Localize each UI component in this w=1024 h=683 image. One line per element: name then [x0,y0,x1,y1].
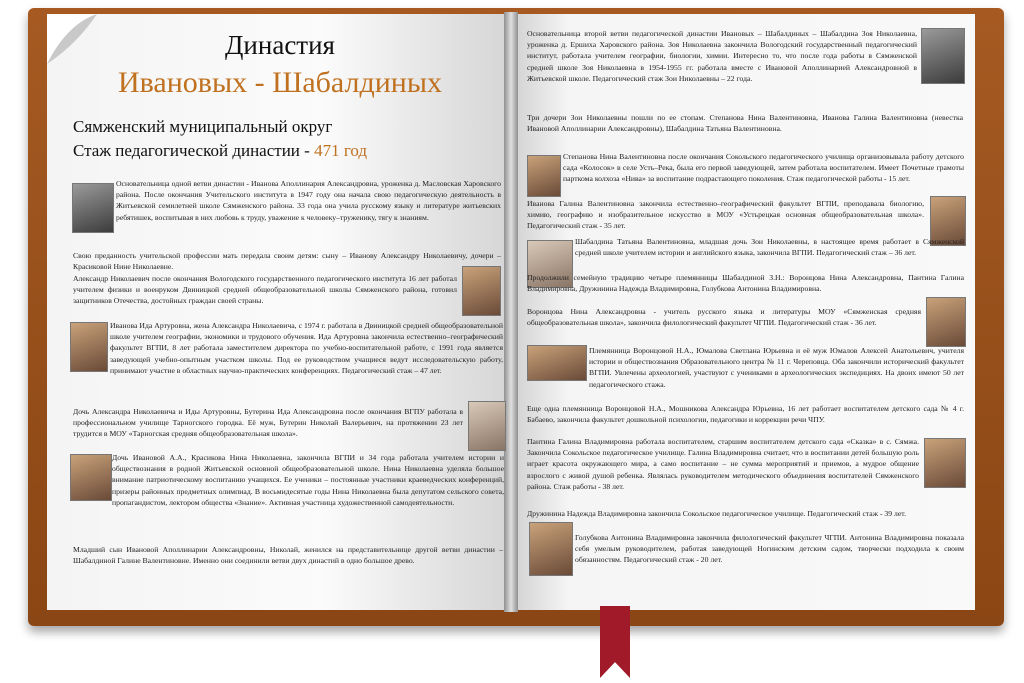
paragraph: Пантина Галина Владимировна работала воспитателем, старшим воспитателем детского сада «Сказка» в с. Сямжа. Закончила Сокольское педагогическое училище. Галина Владимировна считает, что в воспитании детей большую роль играет красота окружающего мира, а само воспитание – не сумма мероприятий и приемов, а мудрое общение взрослого с живой душой ребенка. Являлась руководителем методического объединения воспитателей Сямженского района. Стаж работы - 38 лет. [527,437,919,491]
paragraph: Продолжили семейную традицию четыре племянницы Шабалдиной З.Н.: Воронцова Нина Александровна, Пантина Галина Владимировна, Дружинина Надежда Владимировна, Голубкова Антонина Владимировна. [527,273,964,294]
paragraph: Голубкова Антонина Владимировна закончила филологический факультет ЧГПИ. Антонина Владимировна показала себя умелым руководителем, работая заведующей Ногинским детским садом, творчески подходила к своим обязанностям. Педагогический стаж - 20 лет. [575,533,964,565]
stage-label: Стаж педагогической династии - [73,141,315,160]
portrait-photo [527,345,587,381]
paragraph: Племянница Воронцовой Н.А., Юмалова Светлана Юрьевна и её муж Юмалов Алексей Анатольевич, учителя истории и обществознания Образовательного центра № 11 г. Череповца. Оба закончили исторический факультет ВГПИ. Увлечены археологией, участвуют с учениками в археологических экспедициях. На двоих имеют 50 лет педагогического стажа. [589,346,964,389]
paragraph: Три дочери Зои Николаевны пошли по ее стопам. Степанова Нина Валентиновна, Иванова Галина Валентиновна (невестка Ивановой Аполлинарии Александровны), Шабалдина Татьяна Валентиновна. [527,113,963,134]
dynasty-stage [73,141,367,161]
portrait-photo [468,401,506,451]
dynasty-name: Ивановых - Шабалдиных [117,66,443,99]
paragraph: Еще одна племянница Воронцовой Н.А., Мошникова Александра Юрьевна, 16 лет работает воспитателем детского сада № 4 г. Бабаево, закончила факультет дошкольной психологии, педагогики и коррекции речи ЧПУ. [527,404,964,425]
bookmark-ribbon [600,606,630,678]
portrait-photo [926,297,966,347]
page-title: Династия [225,30,335,60]
portrait-photo [70,322,108,372]
district-name: Сямженский муниципальный округ [73,117,333,136]
paragraph: Основательница одной ветви династии - Иванова Аполлинария Александровна, уроженка д. Масловская Харовского района. После окончания Учительского института в 1947 году она начала свою педагогическую деятельность в Житьевской семилетней школе Сямженского района. 33 года она учила русскому языку и литературе житьевских ребятишек, воспитывая в них любовь к труду, уважение к человеку–труженику, тягу к знаниям. [116,179,501,222]
portrait-photo [921,28,965,84]
book-spine [504,12,518,612]
stage-value: 471 год [314,141,368,160]
paragraph: Дочь Ивановой А.А., Красикова Нина Николаевна, закончила ВГПИ и 34 года работала учителем истории и обществознания в родной Житьевской основной общеобразовательной школе. Нина Николаевна уделяла большое внимание патриотическому воспитанию учащихся. Ее ученики – постоянные участники краеведческих конференций, призеры районных предметных олимпиад. В восьмидесятые годы Нина Николаевна была депутатом сельского совета, пропагандистом, лектором общества «Знание». Активная участница художественной самодеятельности. [112,453,504,507]
left-page [47,14,507,610]
paragraph: Иванова Галина Валентиновна закончила естественно–географический факультет ВГПИ, преподавала биологию, химию, географию и изобразительное искусство в МОУ «Устьрецкая основная общеобразовательная школа». Педагогический стаж - 35 лет. [527,199,924,231]
paragraph: Шабалдина Татьяна Валентиновна, младшая дочь Зои Николаевны, в настоящее время работает в Сямженской средней школе учителем истории и английского языка, закончила ВГПИ. Педагогический стаж – 36 лет. [575,237,964,258]
portrait-photo [462,266,501,316]
paragraph: Основательница второй ветви педагогической династии Ивановых – Шабалдиных – Шабалдина Зоя Николаевна, уроженка д. Ершиха Харовского района. Зоя Николаевна закончила Вологодский государственный педагогический институт, работала учителем географии, биологии, химии. Интересно то, что после года работы в Сямженской средней школе Зоя Николаевна в 1954-1955 гг. работала вместе с Ивановой Аполлинарией Александровной в Житьевской школе. Педагогический стаж Зои Николаевны – 22 года. [527,29,917,83]
paragraph: Степанова Нина Валентиновна после окончания Сокольского педагогического училища организовывала работу детского сада «Колосок» в селе Усть–Река, была его первой заведующей, затем работала воспитателем. Имеет Почетные грамоты парткома колхоза «Нива» за воспитание подрастающего поколения. Стаж педагогической работы - 15 лет. [563,152,964,184]
paragraph: Свою преданность учительской профессии мать передала своим детям: сыну – Иванову Александру Николаевичу, дочери – Красиковой Нине Николаевне. [73,251,501,272]
portrait-photo [527,155,561,197]
portrait-photo [70,454,112,501]
paragraph: Дочь Александра Николаевича и Иды Артуровны, Бутерина Ида Александровна после окончания ВГПУ работала в профессиональном училище Тарногского городка. Её муж, Бутерин Николай Валерьевич, на протяжении 23 лет трудится в МОУ «Тарногская средняя общеобразовательная школа». [73,407,463,439]
portrait-photo [924,438,966,488]
portrait-photo [529,522,573,576]
paragraph: Иванова Ида Артуровна, жена Александра Николаевича, с 1974 г. работала в Двиницкой средней общеобразовательной школе учителем географии, экономики и трудового обучения. Ида Артуровна закончила естественно–географический факультет ВГПИ, 8 лет работала заместителем директора по учебно-воспитательной работе, с 1991 года является заведующей учебно-опытным участком школы. Под ее руководством учащиеся ведут исследовательскую работу, принимают участие в областных научно-практических конференциях. Педагогический стаж – 47 лет. [110,321,503,375]
paragraph: Дружинина Надежда Владимировна закончила Сокольское педагогическое училище. Педагогический стаж - 39 лет. [527,509,906,518]
paragraph: Младший сын Ивановой Аполлинарии Александровны, Николай, женился на представительнице другой ветви династии – Шабалдиной Галине Валентиновне. Именно они соединили ветви двух династий в одно большое древо. [73,545,503,566]
portrait-photo [72,183,114,233]
paragraph: Александр Николаевич после окончания Вологодского государственного педагогического института 16 лет работал учителем физики и военруком Двиницкой средней общеобразовательной школы Сямженского района, готовил защитников Отечества, достойных граждан своей страны. [73,274,457,306]
paragraph: Воронцова Нина Александровна - учитель русского языка и литературы МОУ «Сямженская средняя общеобразовательная школа», закончила филологический факультет ЧГПИ. Педагогический стаж - 36 лет. [527,307,921,328]
